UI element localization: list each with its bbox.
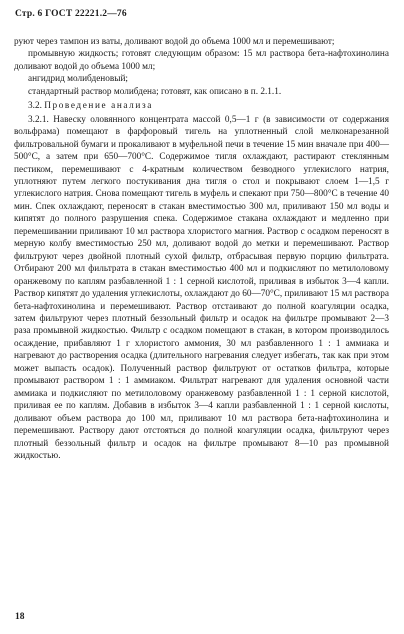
paragraph-anhydride: ангидрид молибденовый; xyxy=(28,74,128,85)
section-heading xyxy=(14,100,389,112)
paragraph-wash-liquid: промывную жидкость; готовят следующим образом: 15 мл раствора бета-нафтохинолина доливают водой до объема 1000 мл; xyxy=(14,49,389,72)
paragraph-continuation: руют через тампон из ваты, доливают водой до объема 1000 мл и перемешивают; xyxy=(14,37,335,47)
analysis-procedure-text: 3.2.1. Навеску оловянного концентрата массой 0,5—1 г (в зависимости от содержания вольфрама) помещают в фарфоровый тигель на уплотненный слой мелконарезанной фильтровальной бумаги и прокаливают в муфельной печи в течение 15 мин вначале при 400—500°С, а затем при 650—700°С. Содержимое тигля охлаждают, растирают стеклянным пестиком, перемешивают с 4-кратным количеством безводного углекислого натрия, уплотняют путем легкого постукивания дна тигля о стол и покрывают слоем 1—1,5 г углекислого натрия. Снова помещают тигель в муфель и спекают при 750—800°С в течение 40 мин. Спек охлаждают, переносят в стакан вместимостью 300 мл, приливают 150 мл воды и кипятят до полного разрушения спека. Содержимое стакана охлаждают и медленно при перемешивании приливают 10 мл раствора хлористого магния. Раствор с осадком переносят в мерную колбу вместимостью 250 мл, доливают водой до метки и перемешивают. Раствор фильтруют через двойной плотный сухой фильтр, отбрасывая первую порцию фильтрата. Отбирают 200 мл фильтрата в стакан вместимостью 400 мл и подкисляют по метилоловому оранжевому по каплям разбавленной 1 : 1 серной кислотой, приливая в избыток 3—4 капли. Раствор кипятят до удаления углекислоты, охлаждают до 60—70°С, приливают 15 мл раствора бета-нафтохинолина и перемешивают. Раствор отстаивают до полной коагуляции осадка, затем фильтруют через плотный беззольный фильтр и осадок на фильтре промывают 2—3 раза промывной жидкостью. Фильтр с осадком помещают в стакан, в котором производилось осаждение, прибавляют 1 г хлористого аммония, 30 мл разбавленного 1 : 1 аммиака и нагревают до растворения осадка (длительного нагревания следует избегать, так как при этом может выпасть осадок). Полученный раствор фильтруют от остатков фильтра, которые промывают раствором 1 : 1 аммиаком. Фильтрат нагревают для удаления основной части аммиака и подкисляют по метилоловому оранжевому разбавленной 1 : 1 серной кислотой, приливая ее по каплям. Добавив в избыток 3—4 капли разбавленной 1 : 1 серной кислоты, доливают объем раствора до 100 мл, приливают 10 мл раствора бета-нафтохинолина и перемешивают. Раствору дают отстояться до полной коагуляции осадка, фильтруют через плотный беззольный фильтр и осадок на фильтре промывают 8—10 раз промывной жидкостью. xyxy=(14,114,389,461)
paragraph-standard-solution: стандартный раствор молибдена; готовят, как описано в п. 2.1.1. xyxy=(28,86,282,97)
page-header: Стр. 6 ГОСТ 22221.2—76 xyxy=(15,9,127,19)
page-number: 18 xyxy=(15,612,25,622)
section-title: Проведение анализа xyxy=(44,101,153,112)
page-content xyxy=(14,36,389,462)
section-number: 3.2. xyxy=(28,101,42,112)
